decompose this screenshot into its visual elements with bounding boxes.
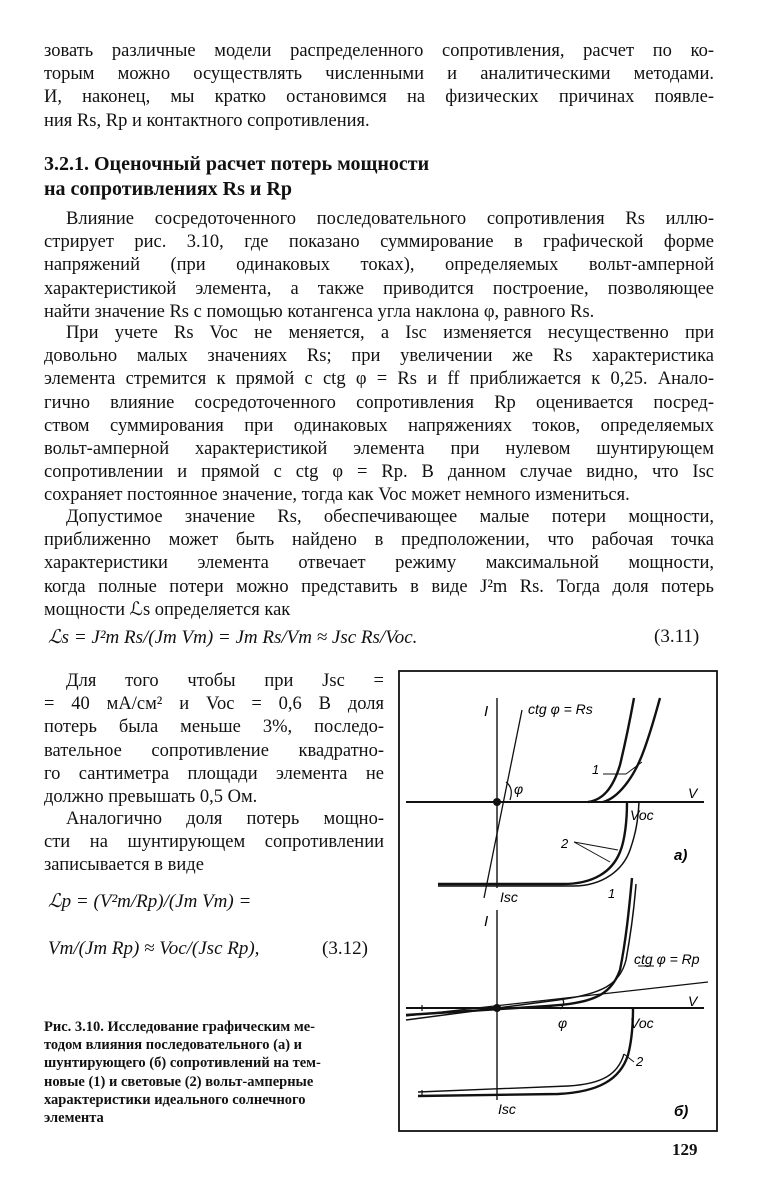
paragraph-4 — [44, 670, 384, 809]
curve-1-ideal — [588, 698, 634, 802]
text-line: элемента стремится к прямой с ctg φ = Rs и ff приближается к 0,25. Анало- — [44, 369, 714, 390]
label-isc: Isc — [498, 1101, 516, 1117]
equation-3-12-line1: ℒp = (V²m/Rp)/(Jm Vm) = — [48, 891, 252, 912]
origin-point — [493, 1004, 501, 1012]
text-line: приближенно может быть найдено в предположении, что рабочая точка — [44, 530, 714, 551]
text-line: записывается в виде — [44, 855, 204, 876]
text-line: го сантиметра площади элемента не — [44, 763, 384, 784]
figure-3-10 — [398, 670, 718, 1132]
origin-point — [493, 798, 501, 806]
curve-2-ideal — [418, 1008, 633, 1096]
caption-line: шунтирующего (б) сопротивлений на тем- — [44, 1055, 321, 1072]
text-line: характеристики элемента отвечает режиму максимальной мощности, — [44, 553, 714, 574]
text-line: потерь была меньше 3%, последо- — [44, 717, 384, 738]
text-line: найти значение Rs с помощью котангенса угла наклона φ, равного Rs. — [44, 301, 595, 322]
label-voc: Voc — [630, 807, 654, 823]
section-heading — [44, 152, 429, 202]
caption-line: Рис. 3.10. Исследование графическим ме- — [44, 1019, 315, 1035]
text-line: При учете Rs Voc не меняется, а Isc изменяется несущественно при — [66, 323, 714, 343]
figure-caption — [44, 1018, 382, 1127]
section-heading-line: 3.2.1. Оценочный расчет потерь мощности — [44, 153, 430, 175]
ctg-line-rp — [406, 982, 708, 1016]
curve-1-with-rp — [406, 884, 636, 1020]
caption-line: тодом влияния последовательного (а) и — [44, 1037, 303, 1054]
panel-b — [406, 878, 708, 1120]
text-line: = 40 мА/см² и Voc = 0,6 В доля — [44, 694, 384, 715]
text-line: И, наконец, мы кратко остановимся на физических причинах появле- — [44, 87, 714, 108]
ctg-line-rs — [484, 710, 522, 898]
text-line: стрирует рис. 3.10, где показано суммирование в графической форме — [44, 232, 714, 253]
equation-number: (3.12) — [322, 938, 368, 959]
equation-3-11: ℒs = J²m Rs/(Jm Vm) = Jm Rs/Vm ≈ Jsc Rs/Voc. — [48, 627, 418, 648]
label-curve-2: 2 — [636, 1054, 644, 1069]
label-curve-1: 1 — [592, 762, 600, 777]
text-line: характеристикой элемента, а также приводится построение, позволяющее — [44, 278, 714, 299]
panel-label-a: а) — [674, 847, 688, 864]
text-line: довольно малых значениях Rs; при увеличении же Rs характеристика — [44, 346, 714, 367]
section-heading-line: на сопротивлениях Rs и Rp — [44, 178, 292, 200]
text-line: напряжений (при одинаковых токах), определяемых вольт-амперной — [44, 255, 714, 276]
text-line: сохраняет постоянное значение, тогда как Voc может немного измениться. — [44, 485, 630, 506]
caption-line: характеристики идеального солнечного — [44, 1091, 306, 1108]
curve-2-with-rs — [438, 802, 639, 886]
equation-number: (3.11) — [654, 626, 700, 647]
paragraph-5 — [44, 808, 384, 878]
label-angle: φ — [514, 781, 524, 797]
label-ctg: ctg φ = Rs — [528, 701, 593, 717]
text-line: Для того чтобы при Jsc = — [66, 671, 384, 691]
text-line: мощности ℒs определяется как — [44, 599, 291, 620]
label-curve-2: 2 — [561, 836, 569, 851]
equation-3-12-line2: Vm/(Jm Rp) ≈ Voc/(Jsc Rp), — [48, 938, 260, 959]
text-line: Влияние сосредоточенного последовательного сопротивления Rs иллю- — [66, 209, 714, 229]
caption-line: элемента — [44, 1110, 104, 1127]
text-line: Допустимое значение Rs, обеспечивающее малые потери мощности, — [66, 507, 714, 527]
label-isc: Isc — [500, 889, 518, 905]
page-number: 129 — [672, 1140, 698, 1159]
text-line: Аналогично доля потерь мощно- — [66, 809, 384, 829]
label-curve-1: 1 — [608, 886, 616, 901]
curve-2-with-rp — [418, 1054, 624, 1092]
label-ctg: ctg φ = Rp — [634, 951, 700, 967]
text-line: вательное сопротивление квадратно- — [44, 740, 384, 761]
text-line: должно превышать 0,5 Ом. — [44, 787, 258, 808]
label-v: V — [688, 785, 698, 801]
curve-2-ideal — [438, 802, 627, 884]
panel-label-b: б) — [674, 1103, 689, 1120]
label-i: I — [484, 703, 489, 720]
figure-frame — [399, 671, 717, 1131]
text-line: торым можно осуществлять численными и аналитическими методами. — [44, 64, 714, 85]
text-line: вольт-амперной характеристикой элемента при нулевом шунтирующем — [44, 439, 714, 460]
paragraph-2 — [44, 322, 714, 508]
paragraph-3 — [44, 506, 714, 622]
paragraph-1 — [44, 208, 714, 324]
panel-a — [406, 698, 704, 905]
intro-paragraph — [44, 40, 714, 133]
label-v: V — [688, 993, 698, 1009]
text-line: сопротивлении и прямой с ctg φ = Rp. В данном случае видно, что Isc — [44, 462, 714, 483]
text-line: ством суммирования при одинаковых напряжениях токов, определяемых — [44, 415, 714, 436]
text-line: сти на шунтирующем сопротивлении — [44, 832, 384, 853]
text-line: зовать различные модели распределенного сопротивления, расчет по ко- — [44, 41, 714, 61]
label-i: I — [484, 913, 489, 930]
text-line: ния Rs, Rp и контактного сопротивления. — [44, 110, 370, 131]
text-line: когда полные потери можно представить в виде J²m Rs. Тогда доля потерь — [44, 576, 714, 597]
label-voc: Voc — [630, 1015, 654, 1031]
caption-line: новые (1) и световые (2) вольт-амперные — [44, 1073, 314, 1090]
text-line: гично влияние сосредоточенного сопротивления Rp оценивается посред- — [44, 392, 714, 413]
label-angle: φ — [558, 1015, 568, 1031]
